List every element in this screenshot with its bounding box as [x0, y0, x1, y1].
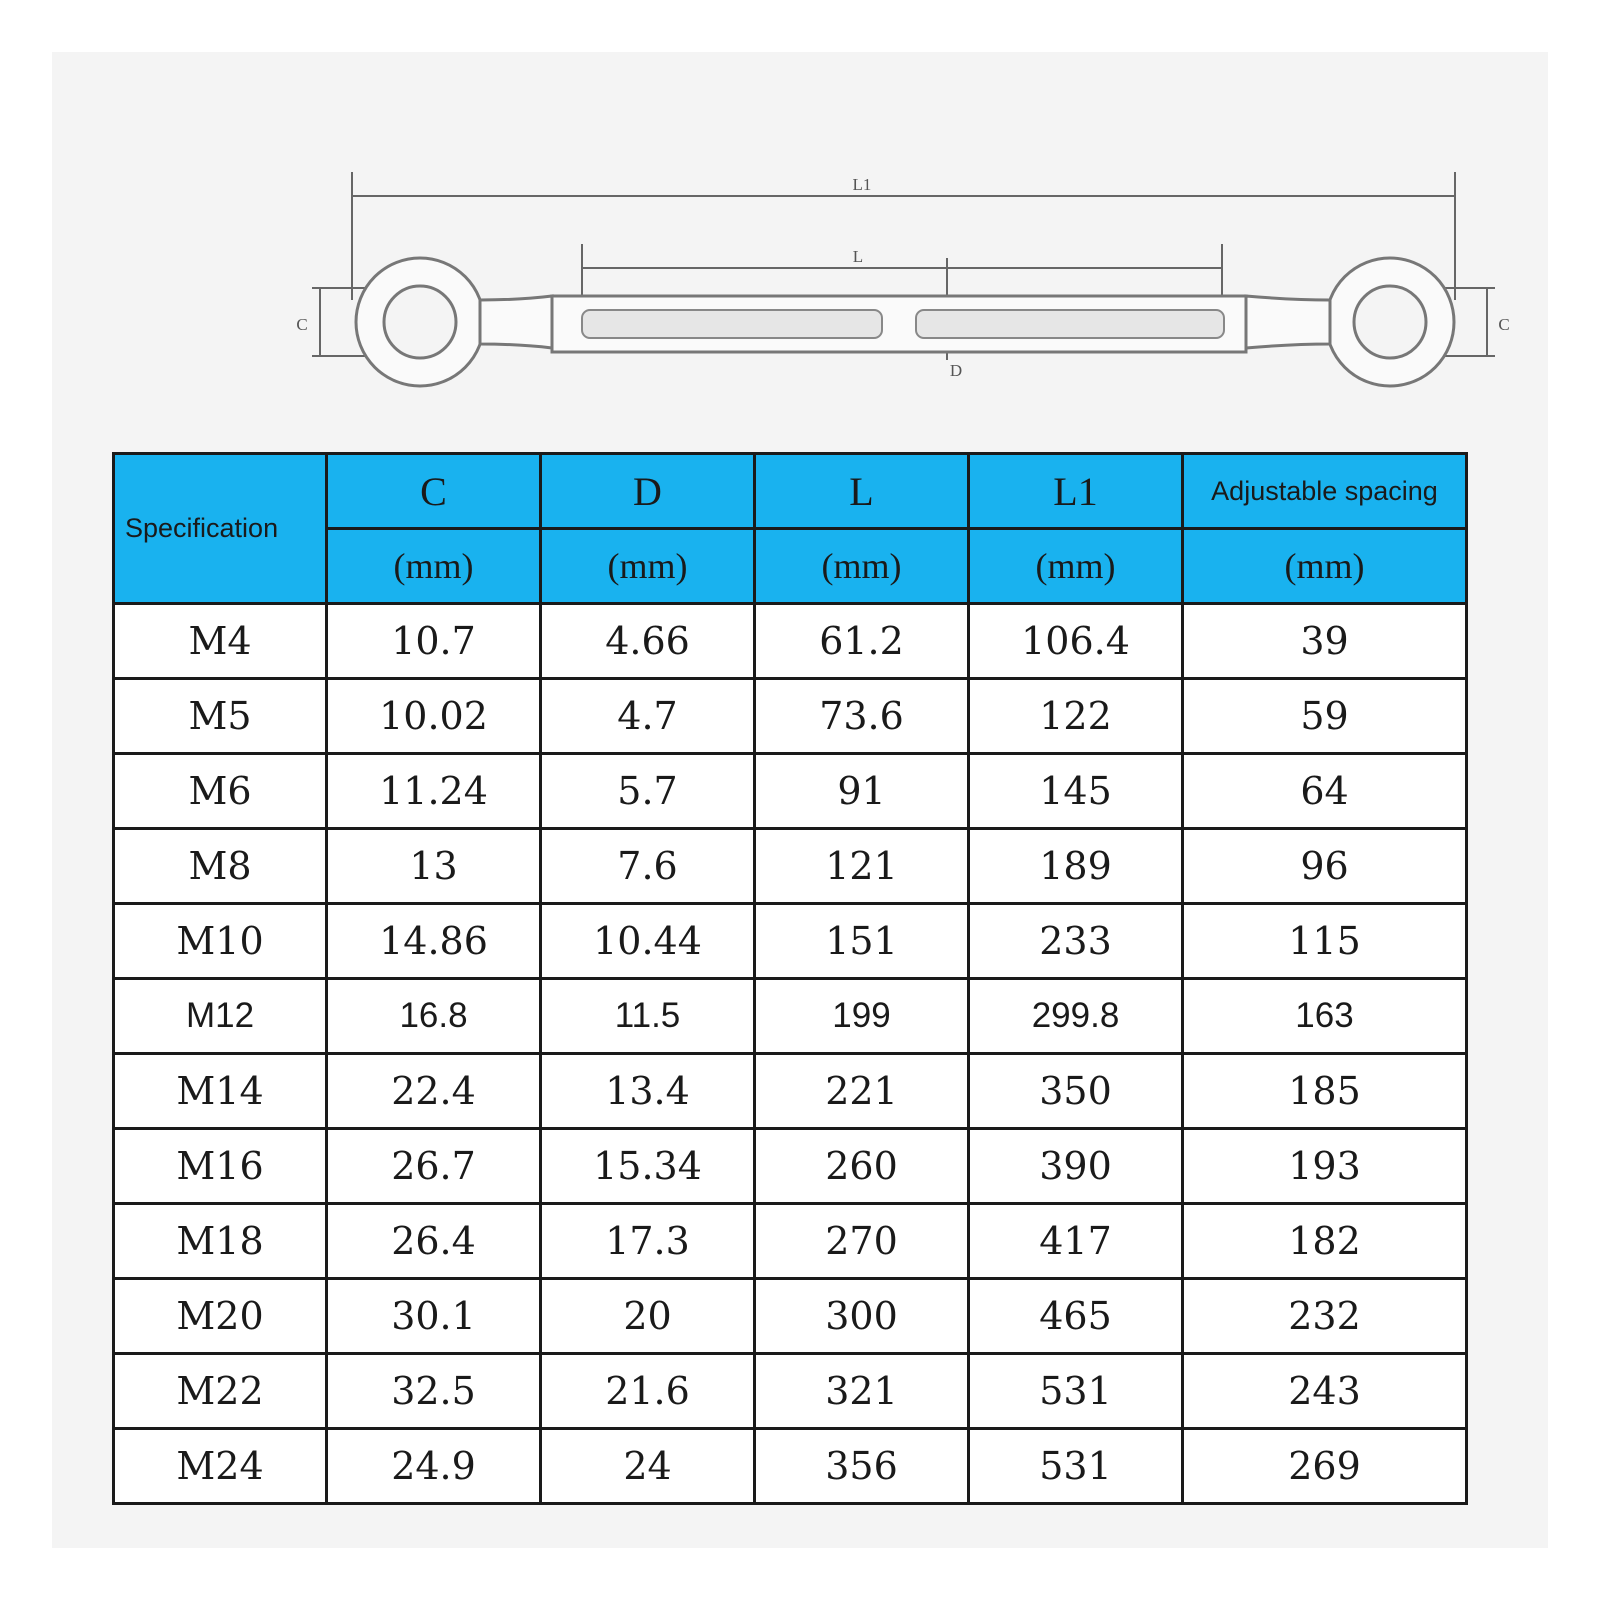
cell-c: 10.02	[327, 679, 541, 754]
cell-l1: 106.4	[969, 604, 1183, 679]
cell-l: 199	[755, 979, 969, 1054]
label-d: D	[949, 361, 963, 380]
cell-c: 26.4	[327, 1204, 541, 1279]
cell-c: 24.9	[327, 1429, 541, 1504]
cell-l1: 299.8	[969, 979, 1183, 1054]
cell-l1: 531	[969, 1354, 1183, 1429]
header-l: L	[755, 454, 969, 529]
cell-c: 30.1	[327, 1279, 541, 1354]
table-row	[114, 904, 1467, 979]
unit-l1: (mm)	[969, 529, 1183, 604]
table-row	[114, 1354, 1467, 1429]
unit-adjustable-spacing: (mm)	[1183, 529, 1467, 604]
cell-c: 16.8	[327, 979, 541, 1054]
table-row	[114, 1129, 1467, 1204]
cell-l: 73.6	[755, 679, 969, 754]
cell-spec: M4	[114, 604, 327, 679]
cell-spec: M24	[114, 1429, 327, 1504]
eye-left-inner	[384, 286, 456, 358]
table-row	[114, 1204, 1467, 1279]
unit-c: (mm)	[327, 529, 541, 604]
cell-d: 7.6	[541, 829, 755, 904]
cell-l1: 233	[969, 904, 1183, 979]
thread-left	[582, 310, 882, 338]
cell-adjustable: 163	[1183, 979, 1467, 1054]
header-d: D	[541, 454, 755, 529]
cell-l: 91	[755, 754, 969, 829]
cell-adjustable: 39	[1183, 604, 1467, 679]
cell-l1: 122	[969, 679, 1183, 754]
cell-adjustable: 193	[1183, 1129, 1467, 1204]
unit-d: (mm)	[541, 529, 755, 604]
cell-l: 270	[755, 1204, 969, 1279]
cell-d: 21.6	[541, 1354, 755, 1429]
table-row	[114, 829, 1467, 904]
cell-l: 121	[755, 829, 969, 904]
cell-adjustable: 185	[1183, 1054, 1467, 1129]
cell-d: 24	[541, 1429, 755, 1504]
cell-d: 4.7	[541, 679, 755, 754]
cell-c: 22.4	[327, 1054, 541, 1129]
cell-d: 15.34	[541, 1129, 755, 1204]
cell-adjustable: 96	[1183, 829, 1467, 904]
cell-spec: M8	[114, 829, 327, 904]
cell-l1: 189	[969, 829, 1183, 904]
neck-left	[480, 296, 552, 348]
cell-l1: 350	[969, 1054, 1183, 1129]
cell-l1: 465	[969, 1279, 1183, 1354]
cell-spec: M10	[114, 904, 327, 979]
cell-spec: M16	[114, 1129, 327, 1204]
cell-c: 32.5	[327, 1354, 541, 1429]
table-row	[114, 754, 1467, 829]
turnbuckle-drawing	[0, 0, 1600, 420]
cell-adjustable: 232	[1183, 1279, 1467, 1354]
cell-c: 10.7	[327, 604, 541, 679]
cell-l: 356	[755, 1429, 969, 1504]
cell-adjustable: 243	[1183, 1354, 1467, 1429]
cell-c: 11.24	[327, 754, 541, 829]
cell-adjustable: 115	[1183, 904, 1467, 979]
table-row	[114, 1279, 1467, 1354]
cell-d: 10.44	[541, 904, 755, 979]
header-row-symbols	[114, 454, 1467, 529]
cell-adjustable: 269	[1183, 1429, 1467, 1504]
header-adjustable-spacing: Adjustable spacing	[1183, 454, 1467, 529]
label-c-left: C	[296, 315, 308, 334]
unit-l: (mm)	[755, 529, 969, 604]
cell-l: 300	[755, 1279, 969, 1354]
label-l: L	[852, 247, 864, 266]
cell-l: 321	[755, 1354, 969, 1429]
label-c-right: C	[1498, 315, 1510, 334]
header-c: C	[327, 454, 541, 529]
cell-spec: M18	[114, 1204, 327, 1279]
cell-l: 260	[755, 1129, 969, 1204]
label-l1: L1	[852, 175, 872, 194]
cell-l1: 417	[969, 1204, 1183, 1279]
table-row	[114, 1054, 1467, 1129]
turnbuckle-diagram	[0, 0, 1600, 420]
header-specification: Specification	[114, 454, 327, 604]
cell-l1: 145	[969, 754, 1183, 829]
cell-l1: 531	[969, 1429, 1183, 1504]
cell-l: 61.2	[755, 604, 969, 679]
cell-adjustable: 64	[1183, 754, 1467, 829]
cell-c: 26.7	[327, 1129, 541, 1204]
cell-spec: M14	[114, 1054, 327, 1129]
cell-l: 221	[755, 1054, 969, 1129]
cell-d: 11.5	[541, 979, 755, 1054]
table-row	[114, 679, 1467, 754]
cell-adjustable: 182	[1183, 1204, 1467, 1279]
table-row	[114, 1429, 1467, 1504]
cell-spec: M12	[114, 979, 327, 1054]
cell-d: 5.7	[541, 754, 755, 829]
cell-adjustable: 59	[1183, 679, 1467, 754]
cell-l: 151	[755, 904, 969, 979]
thread-right	[916, 310, 1224, 338]
cell-d: 13.4	[541, 1054, 755, 1129]
eye-right-inner	[1354, 286, 1426, 358]
cell-c: 13	[327, 829, 541, 904]
cell-d: 17.3	[541, 1204, 755, 1279]
table-row	[114, 979, 1467, 1054]
cell-spec: M22	[114, 1354, 327, 1429]
cell-spec: M20	[114, 1279, 327, 1354]
cell-d: 20	[541, 1279, 755, 1354]
table-row	[114, 604, 1467, 679]
cell-l1: 390	[969, 1129, 1183, 1204]
cell-spec: M5	[114, 679, 327, 754]
spec-table	[112, 452, 1468, 1505]
header-l1: L1	[969, 454, 1183, 529]
cell-spec: M6	[114, 754, 327, 829]
neck-right	[1246, 296, 1330, 348]
cell-c: 14.86	[327, 904, 541, 979]
cell-d: 4.66	[541, 604, 755, 679]
